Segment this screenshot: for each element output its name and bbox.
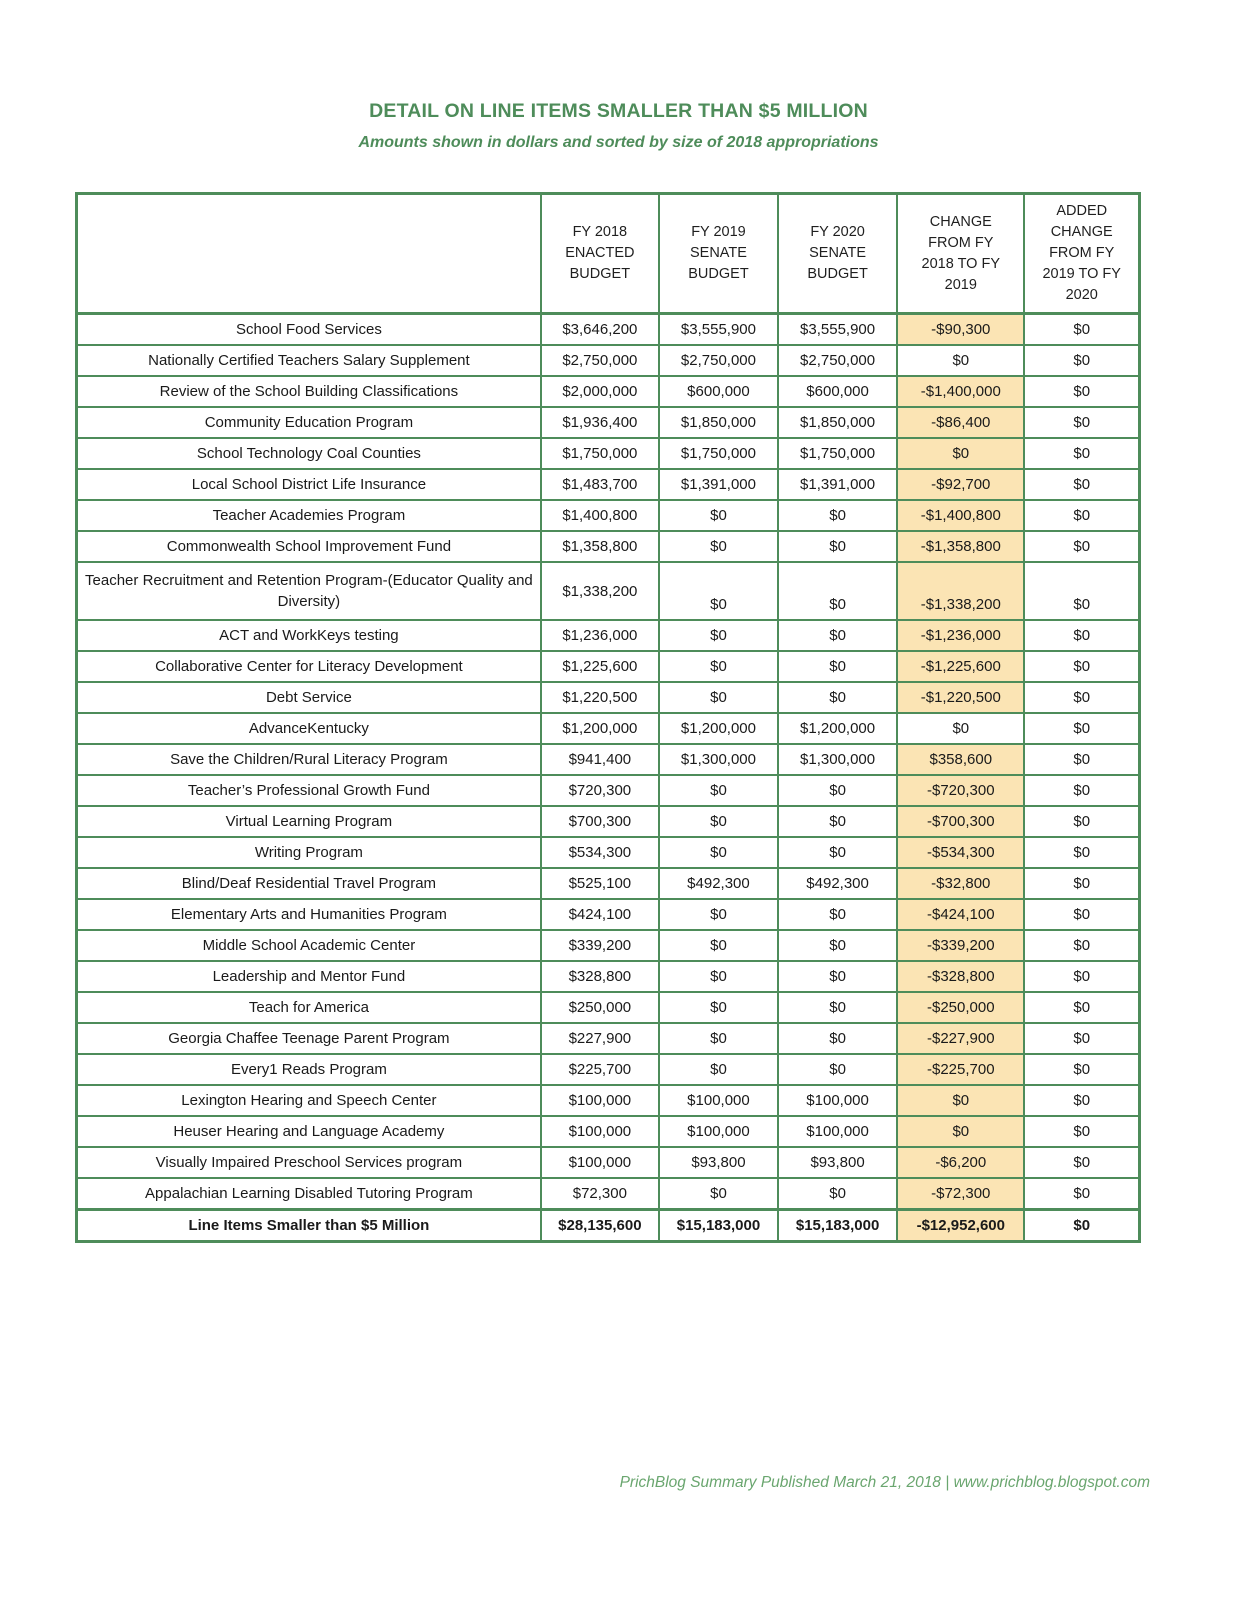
row-added: $0: [1024, 1023, 1139, 1054]
row-fy2019: $93,800: [659, 1147, 778, 1178]
row-change: -$1,225,600: [897, 651, 1024, 682]
row-added: $0: [1024, 1147, 1139, 1178]
header-fy2018: FY 2018 ENACTED BUDGET: [541, 194, 659, 314]
row-fy2019: $0: [659, 1023, 778, 1054]
row-name: Teacher Recruitment and Retention Program-(Educator Quality and Diversity): [77, 562, 541, 620]
table-row: [77, 1023, 1140, 1054]
row-change: -$1,220,500: [897, 682, 1024, 713]
row-fy2019: $0: [659, 837, 778, 868]
row-added: $0: [1024, 837, 1139, 868]
row-name: Heuser Hearing and Language Academy: [77, 1116, 541, 1147]
row-fy2019: $0: [659, 775, 778, 806]
row-change: -$227,900: [897, 1023, 1024, 1054]
row-fy2018: $941,400: [541, 744, 659, 775]
header-name: [77, 194, 541, 314]
table-row: [77, 992, 1140, 1023]
row-added: $0: [1024, 682, 1139, 713]
table-row: [77, 1147, 1140, 1178]
row-fy2018: $328,800: [541, 961, 659, 992]
row-fy2019: $0: [659, 562, 778, 620]
table-row: [77, 868, 1140, 899]
header-fy2019: FY 2019 SENATE BUDGET: [659, 194, 778, 314]
row-added: $0: [1024, 1085, 1139, 1116]
row-change: $358,600: [897, 744, 1024, 775]
row-fy2019: $0: [659, 682, 778, 713]
table-row: [77, 899, 1140, 930]
row-added: $0: [1024, 314, 1139, 346]
row-change: -$339,200: [897, 930, 1024, 961]
total-fy2019: $15,183,000: [659, 1210, 778, 1242]
row-added: $0: [1024, 930, 1139, 961]
table-row: [77, 682, 1140, 713]
row-added: $0: [1024, 376, 1139, 407]
row-name: Georgia Chaffee Teenage Parent Program: [77, 1023, 541, 1054]
row-name: School Food Services: [77, 314, 541, 346]
row-fy2018: $2,750,000: [541, 345, 659, 376]
row-fy2018: $700,300: [541, 806, 659, 837]
row-fy2020: $0: [778, 961, 897, 992]
row-fy2020: $0: [778, 992, 897, 1023]
row-fy2019: $492,300: [659, 868, 778, 899]
row-fy2018: $100,000: [541, 1085, 659, 1116]
row-fy2020: $0: [778, 651, 897, 682]
row-change: -$92,700: [897, 469, 1024, 500]
row-name: Middle School Academic Center: [77, 930, 541, 961]
row-fy2018: $2,000,000: [541, 376, 659, 407]
row-added: $0: [1024, 620, 1139, 651]
table-row: [77, 376, 1140, 407]
row-fy2020: $0: [778, 837, 897, 868]
table-row: [77, 961, 1140, 992]
row-fy2020: $0: [778, 930, 897, 961]
row-name: Local School District Life Insurance: [77, 469, 541, 500]
row-fy2020: $0: [778, 806, 897, 837]
table-row: [77, 469, 1140, 500]
row-name: Every1 Reads Program: [77, 1054, 541, 1085]
row-fy2019: $0: [659, 500, 778, 531]
row-change: -$1,400,000: [897, 376, 1024, 407]
row-name: Virtual Learning Program: [77, 806, 541, 837]
row-name: Writing Program: [77, 837, 541, 868]
row-fy2018: $227,900: [541, 1023, 659, 1054]
row-fy2018: $72,300: [541, 1178, 659, 1210]
row-added: $0: [1024, 961, 1139, 992]
row-name: Commonwealth School Improvement Fund: [77, 531, 541, 562]
row-fy2018: $1,338,200: [541, 562, 659, 620]
budget-table: [75, 192, 1141, 1243]
row-fy2020: $0: [778, 562, 897, 620]
row-fy2018: $3,646,200: [541, 314, 659, 346]
row-fy2020: $600,000: [778, 376, 897, 407]
row-change: -$720,300: [897, 775, 1024, 806]
row-added: $0: [1024, 345, 1139, 376]
row-fy2020: $1,391,000: [778, 469, 897, 500]
row-fy2020: $2,750,000: [778, 345, 897, 376]
table-row: [77, 500, 1140, 531]
row-added: $0: [1024, 1054, 1139, 1085]
row-fy2020: $1,200,000: [778, 713, 897, 744]
total-fy2018: $28,135,600: [541, 1210, 659, 1242]
row-added: $0: [1024, 438, 1139, 469]
row-added: $0: [1024, 868, 1139, 899]
row-name: Debt Service: [77, 682, 541, 713]
row-change: -$86,400: [897, 407, 1024, 438]
row-fy2018: $100,000: [541, 1147, 659, 1178]
row-change: -$90,300: [897, 314, 1024, 346]
row-added: $0: [1024, 651, 1139, 682]
row-fy2018: $250,000: [541, 992, 659, 1023]
row-fy2019: $0: [659, 651, 778, 682]
row-fy2020: $3,555,900: [778, 314, 897, 346]
row-fy2019: $0: [659, 1178, 778, 1210]
row-change: -$1,400,800: [897, 500, 1024, 531]
row-fy2020: $1,300,000: [778, 744, 897, 775]
row-name: Collaborative Center for Literacy Development: [77, 651, 541, 682]
row-fy2020: $0: [778, 775, 897, 806]
footer-credit: PrichBlog Summary Published March 21, 2018 | www.prichblog.blogspot.com: [619, 1474, 1150, 1491]
row-fy2019: $3,555,900: [659, 314, 778, 346]
row-fy2018: $1,220,500: [541, 682, 659, 713]
row-change: $0: [897, 1085, 1024, 1116]
row-fy2020: $0: [778, 1178, 897, 1210]
row-name: Teach for America: [77, 992, 541, 1023]
row-fy2019: $2,750,000: [659, 345, 778, 376]
total-name: Line Items Smaller than $5 Million: [77, 1210, 541, 1242]
row-fy2018: $225,700: [541, 1054, 659, 1085]
table-row: [77, 438, 1140, 469]
row-change: $0: [897, 345, 1024, 376]
row-fy2020: $0: [778, 682, 897, 713]
row-added: $0: [1024, 992, 1139, 1023]
table-row: [77, 345, 1140, 376]
row-fy2020: $0: [778, 899, 897, 930]
row-fy2020: $100,000: [778, 1116, 897, 1147]
row-name: Elementary Arts and Humanities Program: [77, 899, 541, 930]
row-fy2018: $1,358,800: [541, 531, 659, 562]
row-added: $0: [1024, 531, 1139, 562]
total-fy2020: $15,183,000: [778, 1210, 897, 1242]
row-fy2019: $0: [659, 930, 778, 961]
table-row: [77, 744, 1140, 775]
header-added: ADDED CHANGE FROM FY 2019 TO FY 2020: [1024, 194, 1139, 314]
row-name: Appalachian Learning Disabled Tutoring Program: [77, 1178, 541, 1210]
page-title: DETAIL ON LINE ITEMS SMALLER THAN $5 MILLION: [369, 100, 868, 122]
row-fy2018: $1,236,000: [541, 620, 659, 651]
row-fy2020: $0: [778, 531, 897, 562]
row-fy2018: $1,750,000: [541, 438, 659, 469]
row-fy2018: $424,100: [541, 899, 659, 930]
row-name: Review of the School Building Classifications: [77, 376, 541, 407]
row-fy2018: $1,200,000: [541, 713, 659, 744]
row-change: -$6,200: [897, 1147, 1024, 1178]
row-name: Teacher Academies Program: [77, 500, 541, 531]
row-added: $0: [1024, 744, 1139, 775]
row-name: Teacher’s Professional Growth Fund: [77, 775, 541, 806]
row-fy2018: $100,000: [541, 1116, 659, 1147]
row-name: School Technology Coal Counties: [77, 438, 541, 469]
row-fy2019: $1,750,000: [659, 438, 778, 469]
row-change: -$1,338,200: [897, 562, 1024, 620]
row-fy2020: $1,750,000: [778, 438, 897, 469]
table-row: [77, 562, 1140, 620]
row-change: -$72,300: [897, 1178, 1024, 1210]
row-fy2018: $1,936,400: [541, 407, 659, 438]
table-row: [77, 314, 1140, 346]
table-row: [77, 713, 1140, 744]
row-fy2019: $100,000: [659, 1116, 778, 1147]
row-added: $0: [1024, 899, 1139, 930]
row-change: $0: [897, 713, 1024, 744]
row-change: -$424,100: [897, 899, 1024, 930]
row-change: $0: [897, 1116, 1024, 1147]
row-change: -$534,300: [897, 837, 1024, 868]
row-fy2019: $0: [659, 992, 778, 1023]
row-added: $0: [1024, 562, 1139, 620]
row-fy2020: $0: [778, 1023, 897, 1054]
table-row: [77, 620, 1140, 651]
row-change: $0: [897, 438, 1024, 469]
row-fy2019: $1,850,000: [659, 407, 778, 438]
row-change: -$32,800: [897, 868, 1024, 899]
table-row: [77, 1178, 1140, 1210]
header-fy2020: FY 2020 SENATE BUDGET: [778, 194, 897, 314]
row-name: AdvanceKentucky: [77, 713, 541, 744]
row-change: -$1,358,800: [897, 531, 1024, 562]
table-row: [77, 1085, 1140, 1116]
header-change: CHANGE FROM FY 2018 TO FY 2019: [897, 194, 1024, 314]
row-fy2018: $534,300: [541, 837, 659, 868]
row-change: -$328,800: [897, 961, 1024, 992]
row-fy2019: $0: [659, 1054, 778, 1085]
row-added: $0: [1024, 1178, 1139, 1210]
row-fy2018: $1,483,700: [541, 469, 659, 500]
row-fy2019: $0: [659, 806, 778, 837]
row-added: $0: [1024, 469, 1139, 500]
row-fy2020: $100,000: [778, 1085, 897, 1116]
row-fy2019: $100,000: [659, 1085, 778, 1116]
row-added: $0: [1024, 407, 1139, 438]
row-fy2020: $93,800: [778, 1147, 897, 1178]
table-row: [77, 531, 1140, 562]
row-fy2019: $1,300,000: [659, 744, 778, 775]
row-added: $0: [1024, 775, 1139, 806]
row-change: -$225,700: [897, 1054, 1024, 1085]
row-added: $0: [1024, 806, 1139, 837]
page-subtitle: Amounts shown in dollars and sorted by size of 2018 appropriations: [358, 134, 879, 151]
row-change: -$1,236,000: [897, 620, 1024, 651]
table-row: [77, 837, 1140, 868]
total-change: -$12,952,600: [897, 1210, 1024, 1242]
table-row: [77, 1054, 1140, 1085]
row-fy2020: $0: [778, 500, 897, 531]
row-fy2020: $1,850,000: [778, 407, 897, 438]
table-row: [77, 806, 1140, 837]
row-fy2020: $492,300: [778, 868, 897, 899]
row-fy2018: $525,100: [541, 868, 659, 899]
row-added: $0: [1024, 713, 1139, 744]
row-name: ACT and WorkKeys testing: [77, 620, 541, 651]
total-added: $0: [1024, 1210, 1139, 1242]
row-fy2018: $720,300: [541, 775, 659, 806]
row-fy2020: $0: [778, 1054, 897, 1085]
row-fy2019: $0: [659, 961, 778, 992]
row-fy2018: $1,225,600: [541, 651, 659, 682]
table-row: [77, 1116, 1140, 1147]
row-name: Nationally Certified Teachers Salary Supplement: [77, 345, 541, 376]
row-change: -$250,000: [897, 992, 1024, 1023]
total-row: [77, 1210, 1140, 1242]
row-fy2019: $0: [659, 531, 778, 562]
row-fy2020: $0: [778, 620, 897, 651]
row-fy2018: $1,400,800: [541, 500, 659, 531]
row-fy2019: $1,200,000: [659, 713, 778, 744]
row-name: Leadership and Mentor Fund: [77, 961, 541, 992]
table-row: [77, 775, 1140, 806]
row-name: Blind/Deaf Residential Travel Program: [77, 868, 541, 899]
row-added: $0: [1024, 1116, 1139, 1147]
table-row: [77, 651, 1140, 682]
row-name: Community Education Program: [77, 407, 541, 438]
table-row: [77, 930, 1140, 961]
header-row: [77, 194, 1140, 314]
row-name: Visually Impaired Preschool Services program: [77, 1147, 541, 1178]
row-change: -$700,300: [897, 806, 1024, 837]
row-name: Lexington Hearing and Speech Center: [77, 1085, 541, 1116]
table-row: [77, 407, 1140, 438]
row-fy2018: $339,200: [541, 930, 659, 961]
row-fy2019: $0: [659, 620, 778, 651]
row-added: $0: [1024, 500, 1139, 531]
row-fy2019: $0: [659, 899, 778, 930]
row-name: Save the Children/Rural Literacy Program: [77, 744, 541, 775]
row-fy2019: $600,000: [659, 376, 778, 407]
row-fy2019: $1,391,000: [659, 469, 778, 500]
